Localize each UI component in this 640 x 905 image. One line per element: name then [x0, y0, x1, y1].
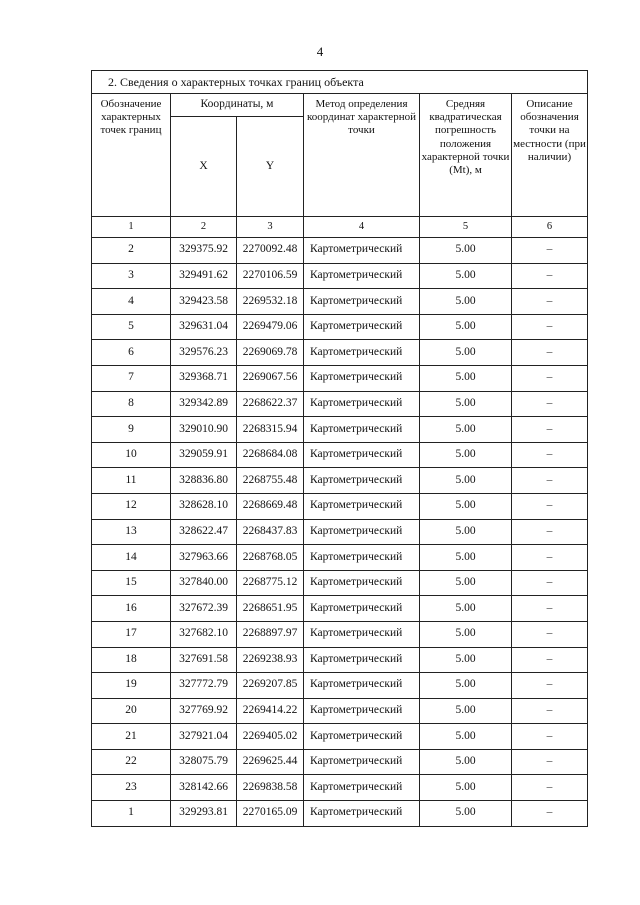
description-cell: – [512, 724, 588, 750]
method-cell: Картометрический [304, 365, 420, 391]
point-number-cell: 21 [92, 724, 171, 750]
description-cell: – [512, 749, 588, 775]
table-row [92, 647, 588, 673]
point-number-cell: 23 [92, 775, 171, 801]
point-number-cell: 7 [92, 365, 171, 391]
coordinate-x-cell: 329368.71 [171, 365, 237, 391]
table-row [92, 238, 588, 264]
method-cell: Картометрический [304, 417, 420, 443]
error-cell: 5.00 [420, 391, 512, 417]
point-number-cell: 9 [92, 417, 171, 443]
description-cell: – [512, 673, 588, 699]
table-row [92, 365, 588, 391]
coordinate-x-cell: 329423.58 [171, 289, 237, 315]
error-cell: 5.00 [420, 289, 512, 315]
method-cell: Картометрический [304, 314, 420, 340]
method-cell: Картометрический [304, 621, 420, 647]
description-cell: – [512, 545, 588, 571]
column-number: 4 [304, 217, 420, 238]
point-number-cell: 20 [92, 698, 171, 724]
method-cell: Картометрический [304, 775, 420, 801]
point-number-cell: 19 [92, 673, 171, 699]
table-row [92, 519, 588, 545]
point-number-cell: 18 [92, 647, 171, 673]
method-cell: Картометрический [304, 698, 420, 724]
method-cell: Картометрический [304, 647, 420, 673]
point-number-cell: 2 [92, 238, 171, 264]
method-cell: Картометрический [304, 468, 420, 494]
coordinate-x-cell: 329059.91 [171, 442, 237, 468]
description-cell: – [512, 647, 588, 673]
point-number-cell: 15 [92, 570, 171, 596]
error-cell: 5.00 [420, 647, 512, 673]
coordinate-y-cell: 2270092.48 [237, 238, 304, 264]
coordinate-x-cell: 329631.04 [171, 314, 237, 340]
description-cell: – [512, 570, 588, 596]
coordinate-y-cell: 2269479.06 [237, 314, 304, 340]
point-number-cell: 17 [92, 621, 171, 647]
header-x: X [171, 117, 237, 217]
point-number-cell: 10 [92, 442, 171, 468]
error-cell: 5.00 [420, 545, 512, 571]
coordinate-y-cell: 2268775.12 [237, 570, 304, 596]
table-row [92, 340, 588, 366]
coordinate-x-cell: 327921.04 [171, 724, 237, 750]
description-cell: – [512, 621, 588, 647]
coordinate-x-cell: 328142.66 [171, 775, 237, 801]
point-number-cell: 16 [92, 596, 171, 622]
coordinate-y-cell: 2268897.97 [237, 621, 304, 647]
method-cell: Картометрический [304, 519, 420, 545]
table-row [92, 749, 588, 775]
table-row [92, 442, 588, 468]
description-cell: – [512, 391, 588, 417]
coordinate-y-cell: 2270106.59 [237, 263, 304, 289]
coordinate-y-cell: 2268684.08 [237, 442, 304, 468]
error-cell: 5.00 [420, 724, 512, 750]
description-cell: – [512, 365, 588, 391]
method-cell: Картометрический [304, 263, 420, 289]
method-cell: Картометрический [304, 442, 420, 468]
point-number-cell: 12 [92, 493, 171, 519]
column-number: 1 [92, 217, 171, 238]
table-row [92, 263, 588, 289]
method-cell: Картометрический [304, 238, 420, 264]
description-cell: – [512, 238, 588, 264]
point-number-cell: 14 [92, 545, 171, 571]
description-cell: – [512, 801, 588, 827]
coordinate-x-cell: 328628.10 [171, 493, 237, 519]
table-row [92, 417, 588, 443]
header-y: Y [237, 117, 304, 217]
coordinate-y-cell: 2268315.94 [237, 417, 304, 443]
header-row [92, 94, 588, 117]
table-row [92, 698, 588, 724]
error-cell: 5.00 [420, 468, 512, 494]
method-cell: Картометрический [304, 801, 420, 827]
table-caption: 2. Сведения о характерных точках границ объекта [92, 71, 588, 94]
error-cell: 5.00 [420, 673, 512, 699]
point-number-cell: 6 [92, 340, 171, 366]
coordinate-x-cell: 329293.81 [171, 801, 237, 827]
description-cell: – [512, 493, 588, 519]
coordinate-x-cell: 327682.10 [171, 621, 237, 647]
error-cell: 5.00 [420, 365, 512, 391]
coordinate-y-cell: 2269405.02 [237, 724, 304, 750]
method-cell: Картометрический [304, 749, 420, 775]
column-numbers-row [92, 217, 588, 238]
point-number-cell: 1 [92, 801, 171, 827]
page-number: 4 [316, 44, 324, 59]
coordinate-y-cell: 2269067.56 [237, 365, 304, 391]
error-cell: 5.00 [420, 340, 512, 366]
coordinate-x-cell: 327840.00 [171, 570, 237, 596]
coordinate-x-cell: 329576.23 [171, 340, 237, 366]
description-cell: – [512, 417, 588, 443]
coordinate-x-cell: 328836.80 [171, 468, 237, 494]
error-cell: 5.00 [420, 749, 512, 775]
error-cell: 5.00 [420, 519, 512, 545]
boundary-points-table [91, 70, 588, 827]
header-designation: Обозначение характерных точек границ [92, 94, 171, 217]
point-number-cell: 5 [92, 314, 171, 340]
table-row [92, 775, 588, 801]
coordinate-x-cell: 327691.58 [171, 647, 237, 673]
description-cell: – [512, 698, 588, 724]
error-cell: 5.00 [420, 801, 512, 827]
error-cell: 5.00 [420, 698, 512, 724]
table-row [92, 314, 588, 340]
table-row [92, 801, 588, 827]
column-number: 6 [512, 217, 588, 238]
error-cell: 5.00 [420, 442, 512, 468]
method-cell: Картометрический [304, 391, 420, 417]
description-cell: – [512, 775, 588, 801]
coordinate-y-cell: 2268755.48 [237, 468, 304, 494]
description-cell: – [512, 442, 588, 468]
table-row [92, 545, 588, 571]
description-cell: – [512, 340, 588, 366]
coordinate-x-cell: 327769.92 [171, 698, 237, 724]
coordinate-x-cell: 329491.62 [171, 263, 237, 289]
table-row [92, 570, 588, 596]
header-error: Средняя квадратическая погрешность положения характерной точки (Mt), м [420, 94, 512, 217]
point-number-cell: 8 [92, 391, 171, 417]
coordinate-y-cell: 2268669.48 [237, 493, 304, 519]
point-number-cell: 11 [92, 468, 171, 494]
method-cell: Картометрический [304, 570, 420, 596]
table-row [92, 289, 588, 315]
error-cell: 5.00 [420, 570, 512, 596]
coordinate-y-cell: 2269532.18 [237, 289, 304, 315]
coordinate-y-cell: 2269069.78 [237, 340, 304, 366]
description-cell: – [512, 468, 588, 494]
point-number-cell: 4 [92, 289, 171, 315]
coordinate-x-cell: 329342.89 [171, 391, 237, 417]
coordinate-y-cell: 2268622.37 [237, 391, 304, 417]
coordinate-x-cell: 327772.79 [171, 673, 237, 699]
coordinate-y-cell: 2269414.22 [237, 698, 304, 724]
coordinate-y-cell: 2269207.85 [237, 673, 304, 699]
coordinate-x-cell: 328622.47 [171, 519, 237, 545]
description-cell: – [512, 596, 588, 622]
coordinate-x-cell: 329010.90 [171, 417, 237, 443]
point-number-cell: 13 [92, 519, 171, 545]
table-caption-row [92, 71, 588, 94]
coordinate-x-cell: 328075.79 [171, 749, 237, 775]
coordinate-y-cell: 2269838.58 [237, 775, 304, 801]
error-cell: 5.00 [420, 775, 512, 801]
coordinate-x-cell: 327963.66 [171, 545, 237, 571]
method-cell: Картометрический [304, 724, 420, 750]
error-cell: 5.00 [420, 417, 512, 443]
header-description: Описание обозначения точки на местности (при наличии) [512, 94, 588, 217]
coordinate-y-cell: 2268768.05 [237, 545, 304, 571]
point-number-cell: 22 [92, 749, 171, 775]
header-coordinates: Координаты, м [171, 94, 304, 117]
point-number-cell: 3 [92, 263, 171, 289]
error-cell: 5.00 [420, 314, 512, 340]
method-cell: Картометрический [304, 289, 420, 315]
method-cell: Картометрический [304, 340, 420, 366]
error-cell: 5.00 [420, 596, 512, 622]
coordinate-y-cell: 2269625.44 [237, 749, 304, 775]
error-cell: 5.00 [420, 238, 512, 264]
column-number: 2 [171, 217, 237, 238]
error-cell: 5.00 [420, 621, 512, 647]
coordinate-y-cell: 2268651.95 [237, 596, 304, 622]
method-cell: Картометрический [304, 545, 420, 571]
coordinate-x-cell: 327672.39 [171, 596, 237, 622]
table-row [92, 673, 588, 699]
description-cell: – [512, 263, 588, 289]
table-row [92, 468, 588, 494]
table-row [92, 724, 588, 750]
method-cell: Картометрический [304, 493, 420, 519]
column-number: 5 [420, 217, 512, 238]
method-cell: Картометрический [304, 673, 420, 699]
description-cell: – [512, 314, 588, 340]
column-number: 3 [237, 217, 304, 238]
table-row [92, 493, 588, 519]
description-cell: – [512, 289, 588, 315]
table-row [92, 596, 588, 622]
table-row [92, 621, 588, 647]
error-cell: 5.00 [420, 263, 512, 289]
coordinate-y-cell: 2270165.09 [237, 801, 304, 827]
description-cell: – [512, 519, 588, 545]
coordinate-x-cell: 329375.92 [171, 238, 237, 264]
method-cell: Картометрический [304, 596, 420, 622]
table-row [92, 391, 588, 417]
coordinate-y-cell: 2268437.83 [237, 519, 304, 545]
error-cell: 5.00 [420, 493, 512, 519]
header-method: Метод определения координат характерной точки [304, 94, 420, 217]
coordinate-y-cell: 2269238.93 [237, 647, 304, 673]
